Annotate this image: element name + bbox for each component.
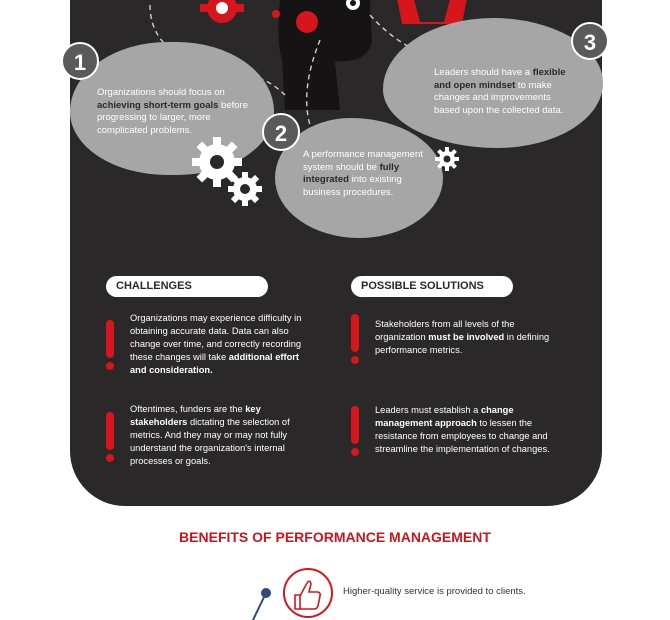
solution-item-1: Stakeholders from all levels of the organization must be involved in defining performance metrics. <box>375 319 550 355</box>
exclamation-icon <box>351 406 359 456</box>
gear-icon <box>228 172 262 206</box>
bubble-3-number: 3 <box>571 22 609 60</box>
bubble-1-number: 1 <box>61 42 99 80</box>
exclamation-icon <box>106 412 114 462</box>
challenge-item-2: Oftentimes, funders are the key stakeholders dictating the selection of metrics. And they may or may not fully understand the organization's internal processes or goals. <box>130 404 290 466</box>
challenge-item-1: Organizations may experience difficulty in obtaining accurate data. Data can also change over time, and correctly recording these changes will take additional effort and consideration. <box>130 313 302 375</box>
benefit-item-1: Higher-quality service is provided to clients. <box>343 586 526 597</box>
red-dot <box>296 11 318 33</box>
benefit-illustration <box>245 565 340 620</box>
gear-cluster <box>190 135 270 215</box>
pin-line <box>253 595 265 620</box>
benefits-title: BENEFITS OF PERFORMANCE MANAGEMENT <box>179 529 491 545</box>
bubble-1-text: Organizations should focus on achieving short-term goals before progressing to larger, more complicated problems. <box>97 87 248 136</box>
solution-item-2: Leaders must establish a change management approach to lessen the resistance from employees to change and streamline the implementation of changes. <box>375 405 550 454</box>
solutions-header: POSSIBLE SOLUTIONS <box>351 276 513 297</box>
pin-dot <box>261 588 271 598</box>
exclamation-icon <box>106 320 114 370</box>
gear-icon <box>434 146 462 174</box>
challenges-header: CHALLENGES <box>106 276 268 297</box>
head-silhouette <box>278 0 372 110</box>
red-dot-small <box>272 10 280 18</box>
bubble-2-number: 2 <box>262 113 300 151</box>
bubble-2-text: A performance management system should be fully integrated into existing business procedures. <box>303 149 423 198</box>
gear-icon <box>396 0 468 24</box>
exclamation-icon <box>351 314 359 364</box>
gear-icon <box>200 0 244 23</box>
bubble-3-text: Leaders should have a flexible and open mindset to make changes and improvements based upon the collected data. <box>434 67 566 116</box>
